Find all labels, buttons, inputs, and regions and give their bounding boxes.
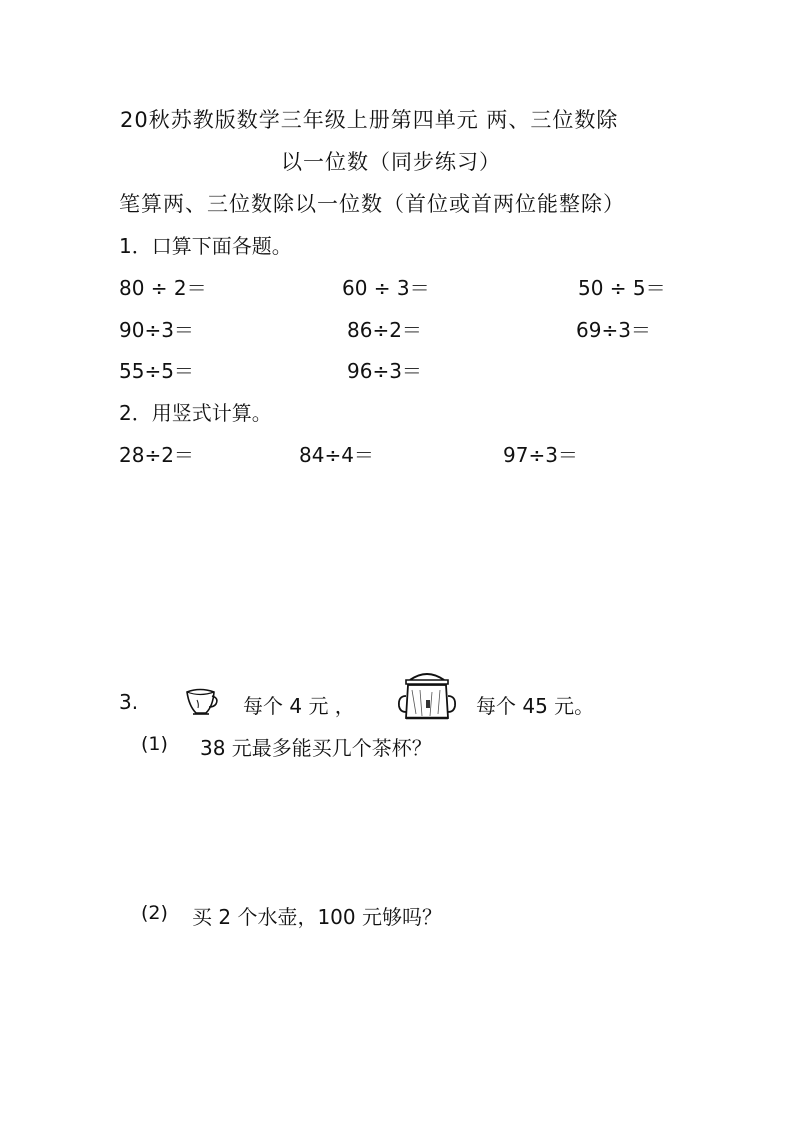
oral-problem: 80 ÷ 2＝ <box>119 276 207 300</box>
written-problem: 84÷4＝ <box>299 443 374 467</box>
question-1-text: 38 元最多能买几个茶杯？ <box>200 736 432 760</box>
title-line-1: 20秋苏教版数学三年级上册第四单元 两、三位数除 <box>120 108 619 132</box>
question-2-label: (2) <box>141 902 168 924</box>
section-2-heading: 2．用竖式计算。 <box>119 401 272 425</box>
oral-problem: 96÷3＝ <box>347 359 422 383</box>
oral-problem: 50 ÷ 5＝ <box>578 276 666 300</box>
section-1-heading: 1．口算下面各题。 <box>119 234 292 258</box>
lesson-subtitle: 笔算两、三位数除以一位数（首位或首两位能整除） <box>119 192 625 216</box>
oral-problem: 69÷3＝ <box>576 318 651 342</box>
written-problem: 28÷2＝ <box>119 443 194 467</box>
title-line-2: 以一位数（同步练习） <box>281 150 501 174</box>
question-2-text: 买 2 个水壶，100 元够吗？ <box>192 905 442 929</box>
cup-price: 每个 4 元 ， <box>243 694 355 718</box>
written-problem: 97÷3＝ <box>503 443 578 467</box>
oral-problem: 90÷3＝ <box>119 318 194 342</box>
oral-problem: 55÷5＝ <box>119 359 194 383</box>
section-3-number: 3. <box>119 690 139 714</box>
kettle-price: 每个 45 元。 <box>476 694 595 718</box>
question-1-label: (1) <box>141 733 168 755</box>
tea-cup-icon <box>184 686 220 720</box>
oral-problem: 86÷2＝ <box>347 318 422 342</box>
kettle-icon <box>396 666 458 724</box>
oral-problem: 60 ÷ 3＝ <box>342 276 430 300</box>
